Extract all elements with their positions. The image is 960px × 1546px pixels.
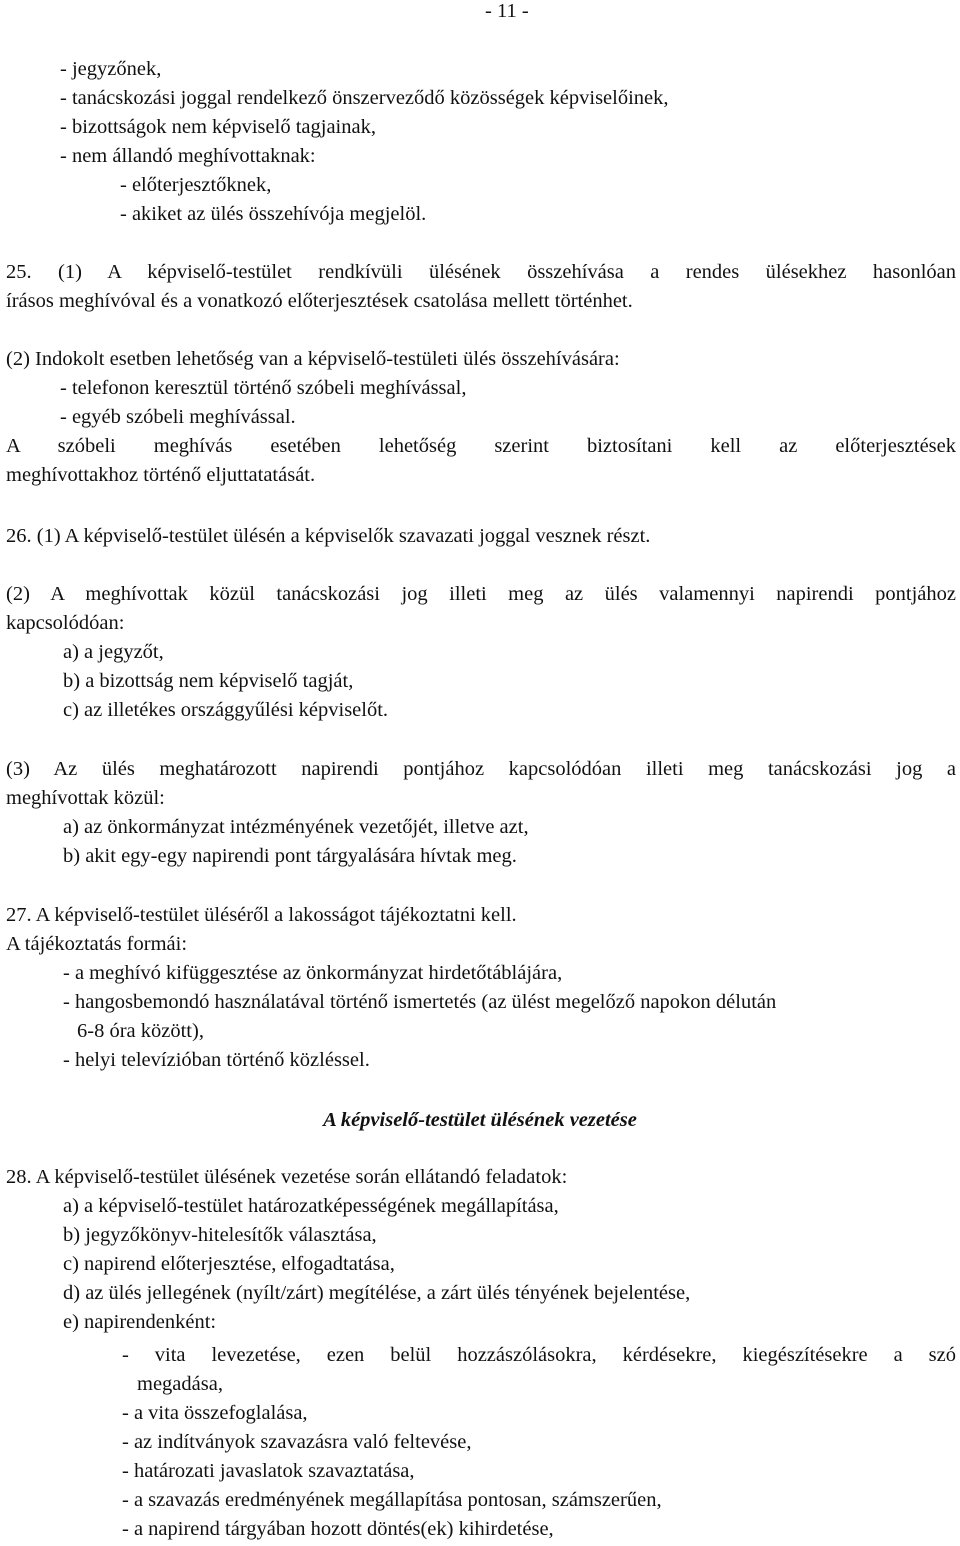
list-item: e) napirendenként: — [63, 1311, 217, 1333]
paragraph-line: 25. (1) A képviselő-testület rendkívüli ülésének összehívása a rendes ülésekhez hasonlóan — [6, 261, 956, 283]
paragraph-line: 28. A képviselő-testület ülésének vezetése során ellátandó feladatok: — [6, 1166, 568, 1188]
list-item: - akiket az ülés összehívója megjelöl. — [120, 203, 427, 225]
list-item: - hangosbemondó használatával történő ismertetés (az ülést megelőző napokon délután — [63, 991, 777, 1013]
paragraph-line: meghívottakhoz történő eljuttatatását. — [6, 464, 316, 486]
list-item: 6-8 óra között), — [77, 1020, 204, 1042]
section-heading: A képviselő-testület ülésének vezetése — [323, 1109, 637, 1131]
list-item: a) az önkormányzat intézményének vezetőjét, illetve azt, — [63, 816, 529, 838]
paragraph-line: kapcsolódóan: — [6, 612, 125, 634]
paragraph-line: (3) Az ülés meghatározott napirendi pontjához kapcsolódóan illeti meg tanácskozási jog a — [6, 758, 956, 780]
list-item: - egyéb szóbeli meghívással. — [60, 406, 296, 428]
paragraph-line: (2) Indokolt esetben lehetőség van a képviselő-testületi ülés összehívására: — [6, 348, 620, 370]
list-item: b) a bizottság nem képviselő tagját, — [63, 670, 354, 692]
list-item: - tanácskozási joggal rendelkező önszerveződő közösségek képviselőinek, — [60, 87, 669, 109]
paragraph-line: írásos meghívóval és a vonatkozó előterjesztések csatolása mellett történhet. — [6, 290, 633, 312]
sub-list-item: - az indítványok szavazásra való feltevése, — [122, 1431, 472, 1453]
list-item: c) napirend előterjesztése, elfogadtatása, — [63, 1253, 395, 1275]
list-item: - a meghívó kifüggesztése az önkormányzat hirdetőtáblájára, — [63, 962, 563, 984]
paragraph-line: A szóbeli meghívás esetében lehetőség szerint biztosítani kell az előterjesztések — [6, 435, 956, 457]
list-item: b) akit egy-egy napirendi pont tárgyalására hívtak meg. — [63, 845, 517, 867]
list-item: d) az ülés jellegének (nyílt/zárt) megítélése, a zárt ülés tényének bejelentése, — [63, 1282, 691, 1304]
list-item: b) jegyzőkönyv-hitelesítők választása, — [63, 1224, 377, 1246]
list-item: a) a jegyzőt, — [63, 641, 164, 663]
sub-list-item: - a szavazás eredményének megállapítása pontosan, számszerűen, — [122, 1489, 662, 1511]
paragraph-line: 27. A képviselő-testület üléséről a lakosságot tájékoztatni kell. — [6, 904, 517, 926]
page-number: - 11 - — [485, 0, 529, 22]
list-item: - jegyzőnek, — [60, 58, 162, 80]
paragraph-line: meghívottak közül: — [6, 787, 165, 809]
list-item: - helyi televízióban történő közléssel. — [63, 1049, 370, 1071]
list-item: - előterjesztőknek, — [120, 174, 272, 196]
paragraph-line: (2) A meghívottak közül tanácskozási jog illeti meg az ülés valamennyi napirendi pontjához — [6, 583, 956, 605]
sub-list-item: - határozati javaslatok szavaztatása, — [122, 1460, 415, 1482]
sub-list-item: megadása, — [137, 1373, 223, 1395]
paragraph-line: 26. (1) A képviselő-testület ülésén a képviselők szavazati joggal vesznek részt. — [6, 525, 651, 547]
paragraph-line: A tájékoztatás formái: — [6, 933, 188, 955]
list-item: a) a képviselő-testület határozatképességének megállapítása, — [63, 1195, 559, 1217]
list-item: - telefonon keresztül történő szóbeli meghívással, — [60, 377, 467, 399]
sub-list-item: - a napirend tárgyában hozott döntés(ek) kihirdetése, — [122, 1518, 554, 1540]
sub-list-item: - a vita összefoglalása, — [122, 1402, 308, 1424]
list-item: c) az illetékes országgyűlési képviselőt. — [63, 699, 389, 721]
sub-list-item: - vita levezetése, ezen belül hozzászólásokra, kérdésekre, kiegészítésekre a szó — [122, 1344, 956, 1366]
list-item: - bizottságok nem képviselő tagjainak, — [60, 116, 376, 138]
list-item: - nem állandó meghívottaknak: — [60, 145, 316, 167]
